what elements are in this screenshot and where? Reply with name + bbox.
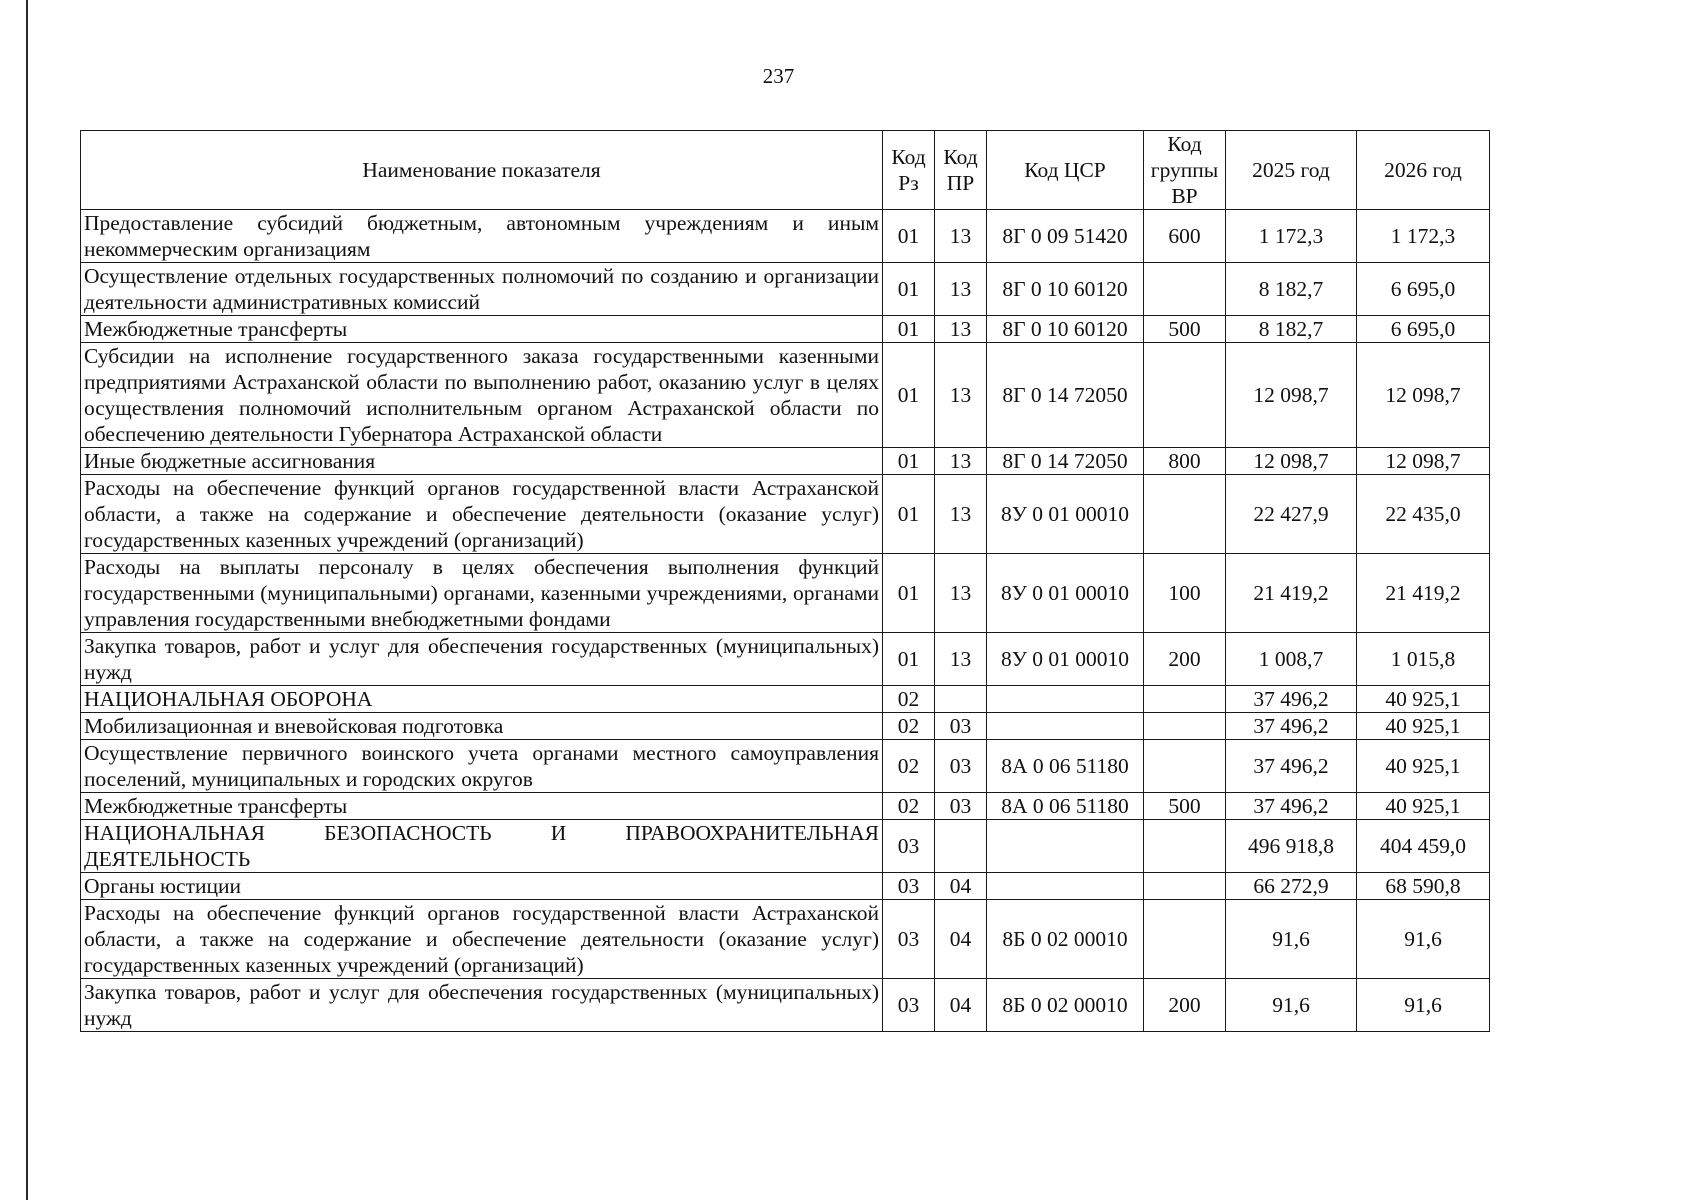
table-row	[81, 686, 1490, 713]
table-header-row	[81, 131, 1490, 210]
row-vr	[1144, 686, 1226, 713]
row-pr: 13	[935, 475, 987, 554]
row-vr	[1144, 475, 1226, 554]
row-name: Межбюджетные трансферты	[81, 793, 883, 820]
row-csr	[987, 873, 1144, 900]
binding-edge-line	[26, 0, 28, 1200]
header-name: Наименование показателя	[81, 131, 883, 210]
row-name: НАЦИОНАЛЬНАЯ ОБОРОНА	[81, 686, 883, 713]
row-csr: 8Г 0 14 72050	[987, 343, 1144, 448]
row-csr: 8А 0 06 51180	[987, 740, 1144, 793]
table-row	[81, 713, 1490, 740]
row-name: Иные бюджетные ассигнования	[81, 448, 883, 475]
row-2025: 37 496,2	[1226, 740, 1357, 793]
row-csr: 8У 0 01 00010	[987, 475, 1144, 554]
row-vr: 800	[1144, 448, 1226, 475]
row-2025: 37 496,2	[1226, 793, 1357, 820]
row-2025: 91,6	[1226, 900, 1357, 979]
row-pr: 13	[935, 633, 987, 686]
row-rz: 02	[883, 686, 935, 713]
header-2025: 2025 год	[1226, 131, 1357, 210]
row-rz: 01	[883, 263, 935, 316]
row-pr: 13	[935, 316, 987, 343]
row-vr	[1144, 740, 1226, 793]
row-name: Органы юстиции	[81, 873, 883, 900]
row-csr: 8А 0 06 51180	[987, 793, 1144, 820]
row-2026: 68 590,8	[1357, 873, 1490, 900]
row-pr: 04	[935, 873, 987, 900]
row-2026: 91,6	[1357, 979, 1490, 1032]
row-2025: 21 419,2	[1226, 554, 1357, 633]
row-rz: 02	[883, 713, 935, 740]
row-csr: 8Г 0 10 60120	[987, 316, 1144, 343]
row-name: Расходы на выплаты персоналу в целях обеспечения выполнения функций государственными (муниципальными) органами, казенными учреждениями, органами управления государственными внебюджетными фондами	[81, 554, 883, 633]
header-2026: 2026 год	[1357, 131, 1490, 210]
row-name: Предоставление субсидий бюджетным, автономным учреждениям и иным некоммерческим организациям	[81, 210, 883, 263]
row-2025: 37 496,2	[1226, 713, 1357, 740]
page-number: 237	[762, 64, 795, 88]
table-row	[81, 210, 1490, 263]
row-rz: 01	[883, 475, 935, 554]
table-row	[81, 900, 1490, 979]
row-rz: 03	[883, 979, 935, 1032]
row-name: Расходы на обеспечение функций органов государственной власти Астраханской области, а также на содержание и обеспечение деятельности (оказание услуг) государственных казенных учреждений (организаций)	[81, 475, 883, 554]
row-pr: 13	[935, 343, 987, 448]
row-pr: 03	[935, 793, 987, 820]
table-row	[81, 263, 1490, 316]
row-2026: 6 695,0	[1357, 263, 1490, 316]
row-vr: 200	[1144, 633, 1226, 686]
row-2026: 40 925,1	[1357, 740, 1490, 793]
header-pr: Код ПР	[935, 131, 987, 210]
row-csr: 8Б 0 02 00010	[987, 979, 1144, 1032]
row-2025: 8 182,7	[1226, 316, 1357, 343]
row-2026: 40 925,1	[1357, 793, 1490, 820]
table-row	[81, 740, 1490, 793]
row-name: Осуществление первичного воинского учета органами местного самоуправления поселений, муниципальных и городских округов	[81, 740, 883, 793]
row-vr	[1144, 873, 1226, 900]
row-rz: 01	[883, 210, 935, 263]
row-vr: 200	[1144, 979, 1226, 1032]
row-vr	[1144, 820, 1226, 873]
row-2026: 40 925,1	[1357, 686, 1490, 713]
header-rz: Код Рз	[883, 131, 935, 210]
row-rz: 03	[883, 873, 935, 900]
row-csr: 8У 0 01 00010	[987, 554, 1144, 633]
row-csr: 8Г 0 14 72050	[987, 448, 1144, 475]
row-2025: 12 098,7	[1226, 343, 1357, 448]
row-name: Мобилизационная и вневойсковая подготовка	[81, 713, 883, 740]
row-rz: 01	[883, 554, 935, 633]
row-name: Субсидии на исполнение государственного заказа государственными казенными предприятиями Астраханской области по выполнению работ, оказанию услуг в целях осуществления полномочий исполнительным органом Астраханской области по обеспечению деятельности Губернатора Астраханской области	[81, 343, 883, 448]
row-2026: 21 419,2	[1357, 554, 1490, 633]
row-2026: 6 695,0	[1357, 316, 1490, 343]
row-pr: 13	[935, 210, 987, 263]
table-row	[81, 448, 1490, 475]
row-2026: 1 172,3	[1357, 210, 1490, 263]
row-csr: 8У 0 01 00010	[987, 633, 1144, 686]
row-2025: 496 918,8	[1226, 820, 1357, 873]
row-pr: 13	[935, 554, 987, 633]
row-vr	[1144, 713, 1226, 740]
row-2025: 12 098,7	[1226, 448, 1357, 475]
table-row	[81, 820, 1490, 873]
table-row	[81, 873, 1490, 900]
row-rz: 01	[883, 633, 935, 686]
row-vr: 500	[1144, 316, 1226, 343]
row-rz: 01	[883, 448, 935, 475]
row-2026: 1 015,8	[1357, 633, 1490, 686]
row-csr: 8Г 0 09 51420	[987, 210, 1144, 263]
header-vr: Код группы ВР	[1144, 131, 1226, 210]
row-2026: 22 435,0	[1357, 475, 1490, 554]
row-vr	[1144, 263, 1226, 316]
row-rz: 02	[883, 740, 935, 793]
row-name: Межбюджетные трансферты	[81, 316, 883, 343]
row-2026: 40 925,1	[1357, 713, 1490, 740]
row-pr: 13	[935, 448, 987, 475]
row-name: Осуществление отдельных государственных полномочий по созданию и организации деятельности административных комиссий	[81, 263, 883, 316]
table-row	[81, 475, 1490, 554]
row-2025: 37 496,2	[1226, 686, 1357, 713]
row-rz: 03	[883, 900, 935, 979]
row-2025: 1 008,7	[1226, 633, 1357, 686]
row-vr	[1144, 343, 1226, 448]
row-csr: 8Б 0 02 00010	[987, 900, 1144, 979]
row-pr	[935, 686, 987, 713]
row-csr	[987, 713, 1144, 740]
table-row	[81, 979, 1490, 1032]
budget-table	[80, 130, 1490, 1032]
row-2026: 404 459,0	[1357, 820, 1490, 873]
row-2026: 12 098,7	[1357, 343, 1490, 448]
table-row	[81, 793, 1490, 820]
row-2025: 1 172,3	[1226, 210, 1357, 263]
row-pr: 03	[935, 713, 987, 740]
row-name: Расходы на обеспечение функций органов государственной власти Астраханской области, а также на содержание и обеспечение деятельности (оказание услуг) государственных казенных учреждений (организаций)	[81, 900, 883, 979]
row-rz: 02	[883, 793, 935, 820]
row-vr: 500	[1144, 793, 1226, 820]
row-csr	[987, 820, 1144, 873]
row-pr: 03	[935, 740, 987, 793]
row-pr: 04	[935, 979, 987, 1032]
row-name: Закупка товаров, работ и услуг для обеспечения государственных (муниципальных) нужд	[81, 979, 883, 1032]
row-csr	[987, 686, 1144, 713]
row-2025: 8 182,7	[1226, 263, 1357, 316]
table-row	[81, 343, 1490, 448]
row-2025: 22 427,9	[1226, 475, 1357, 554]
row-2026: 91,6	[1357, 900, 1490, 979]
table-row	[81, 316, 1490, 343]
row-name: НАЦИОНАЛЬНАЯ БЕЗОПАСНОСТЬ И ПРАВООХРАНИТЕЛЬНАЯ ДЕЯТЕЛЬНОСТЬ	[81, 820, 883, 873]
row-vr: 100	[1144, 554, 1226, 633]
row-pr	[935, 820, 987, 873]
row-pr: 04	[935, 900, 987, 979]
row-vr: 600	[1144, 210, 1226, 263]
row-2025: 91,6	[1226, 979, 1357, 1032]
row-2025: 66 272,9	[1226, 873, 1357, 900]
header-csr: Код ЦСР	[987, 131, 1144, 210]
row-pr: 13	[935, 263, 987, 316]
row-name: Закупка товаров, работ и услуг для обеспечения государственных (муниципальных) нужд	[81, 633, 883, 686]
table-row	[81, 554, 1490, 633]
row-2026: 12 098,7	[1357, 448, 1490, 475]
table-row	[81, 633, 1490, 686]
row-rz: 01	[883, 316, 935, 343]
row-csr: 8Г 0 10 60120	[987, 263, 1144, 316]
row-rz: 01	[883, 343, 935, 448]
row-vr	[1144, 900, 1226, 979]
row-rz: 03	[883, 820, 935, 873]
